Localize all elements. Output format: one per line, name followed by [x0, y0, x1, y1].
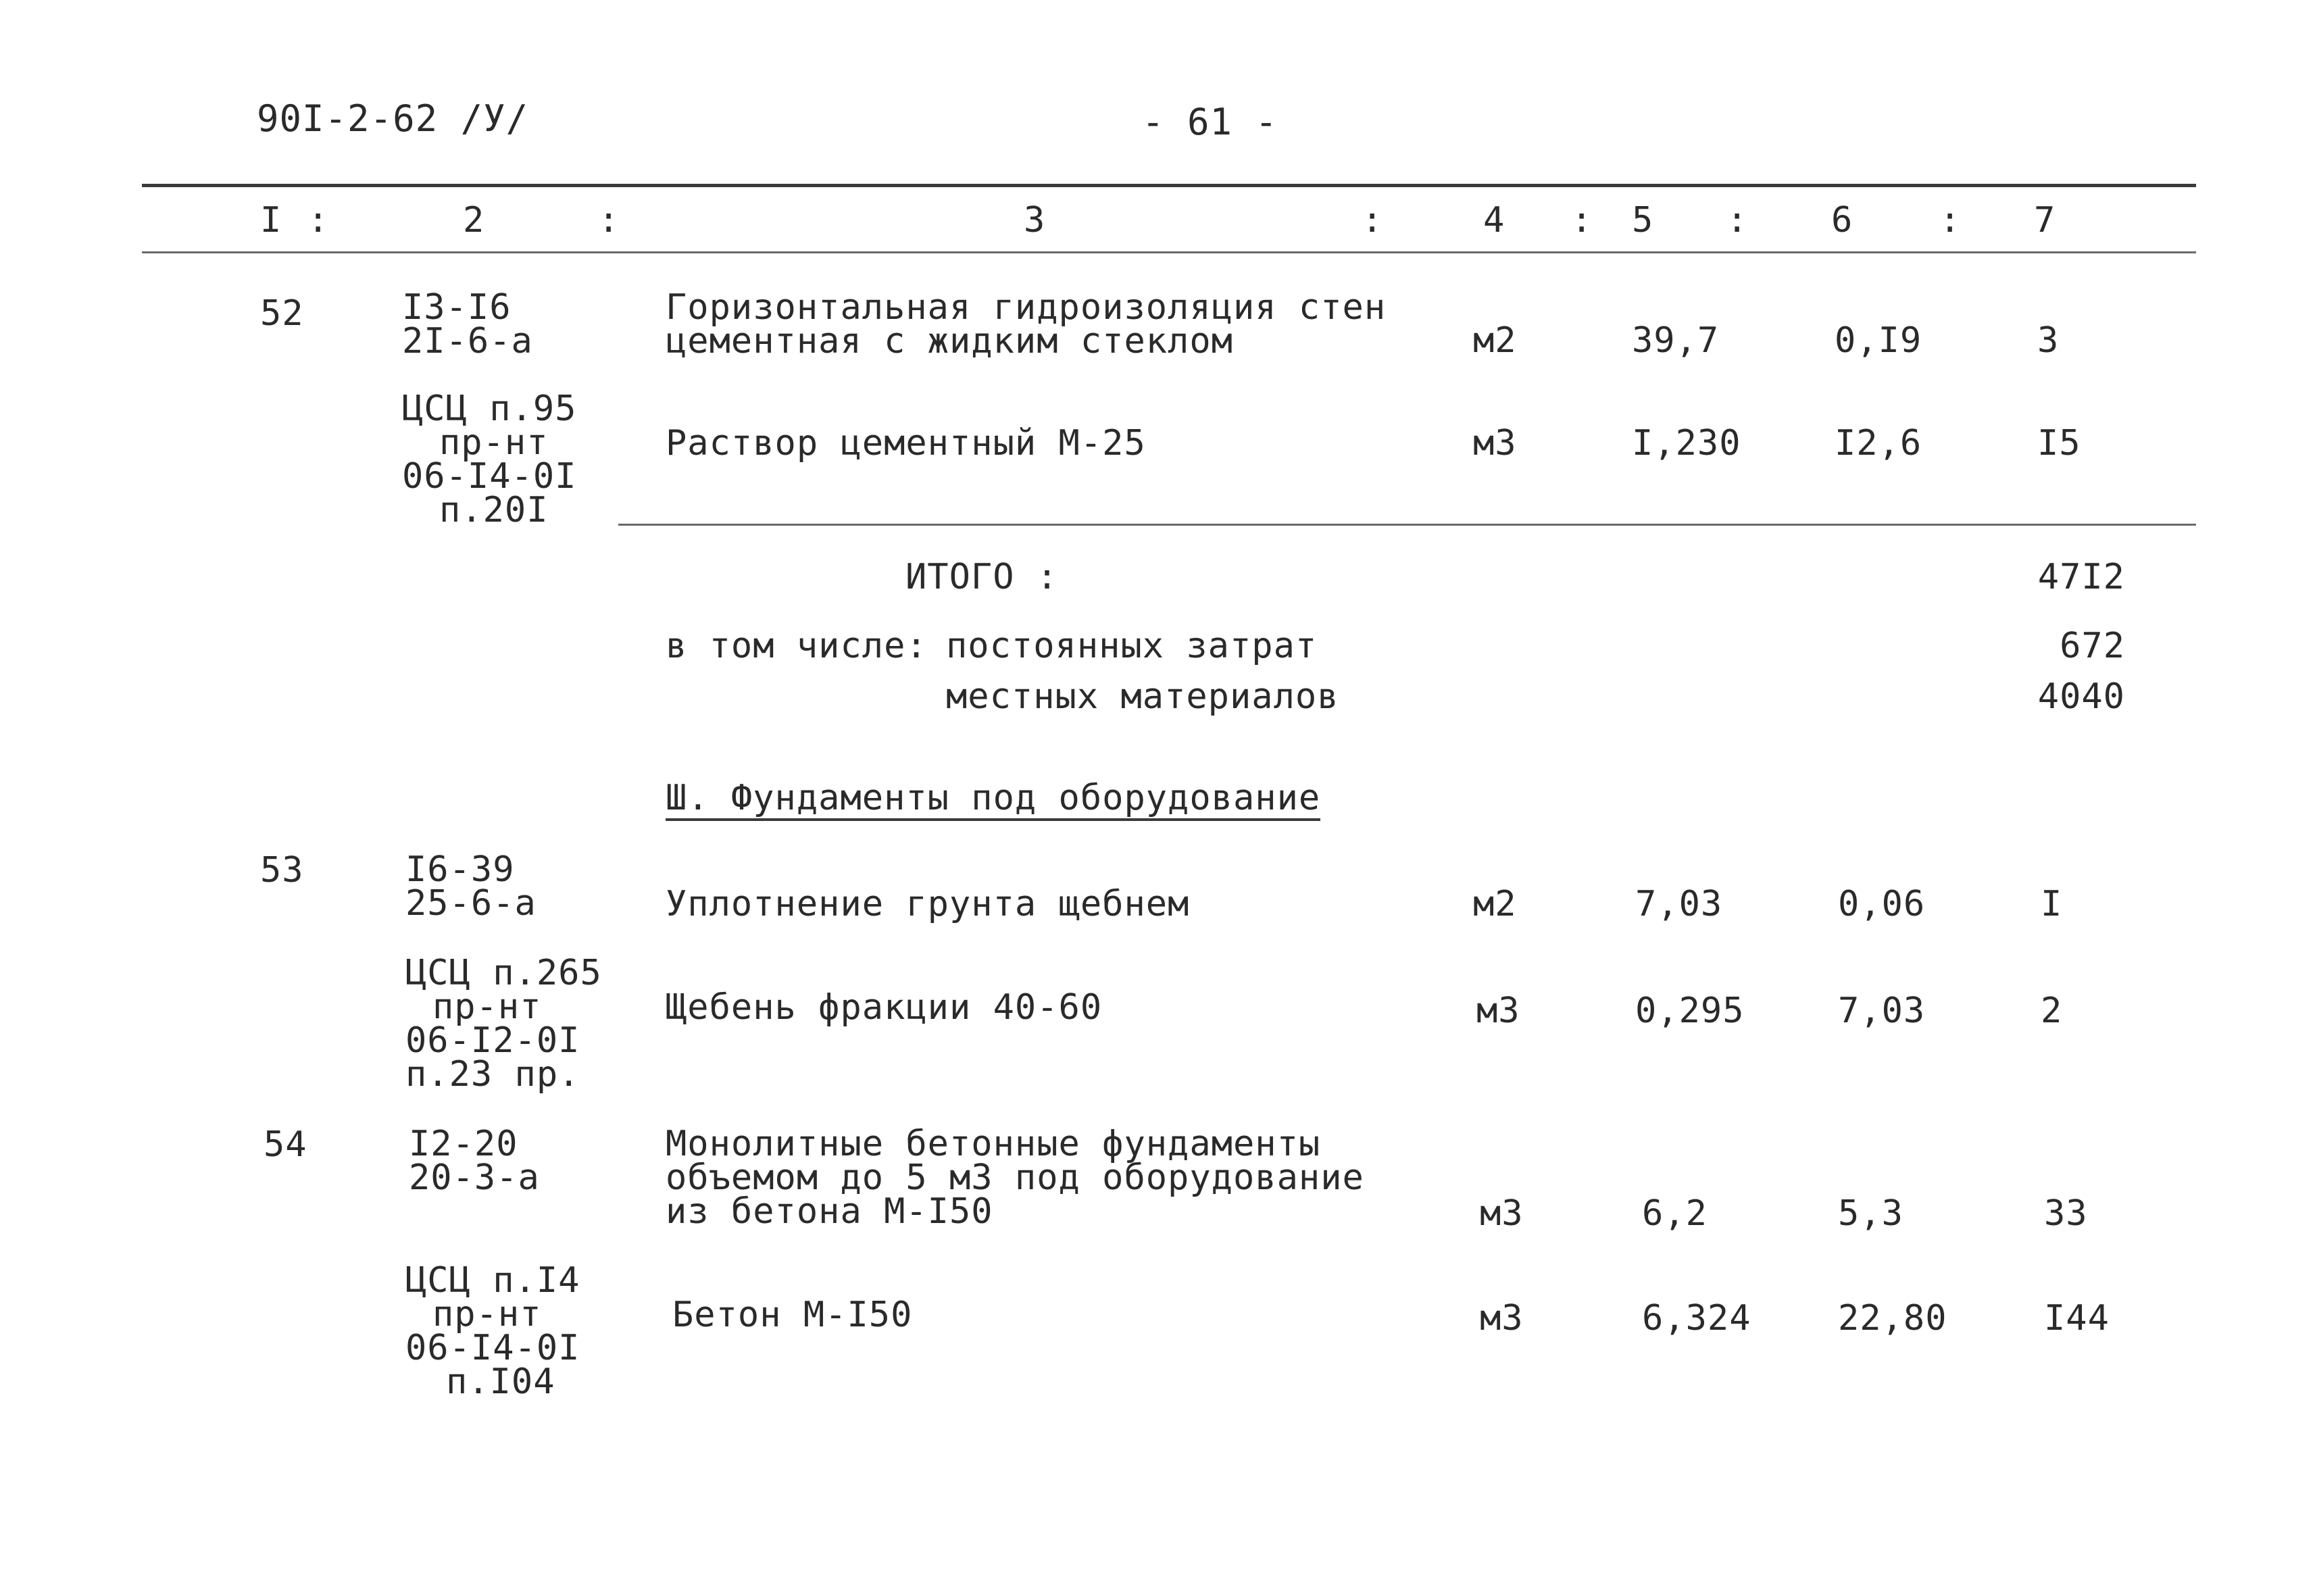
row-quantity: 39,7 — [1632, 320, 1720, 361]
column-header-7: 7 — [2034, 200, 2056, 241]
row-description: Раствор цементный М-25 — [666, 423, 1146, 464]
table-top-rule — [142, 184, 2196, 187]
row-quantity: I,230 — [1632, 423, 1741, 464]
row-description: Бетон М-I50 — [672, 1295, 913, 1335]
column-separator: : — [1726, 200, 1749, 241]
row-description: Щебень фракции 40-60 — [666, 987, 1103, 1028]
column-separator: : — [1362, 200, 1384, 241]
column-separator: : — [598, 200, 620, 241]
column-separator: : — [307, 200, 330, 241]
column-header-4: 4 — [1483, 200, 1505, 241]
row-quantity: 6,2 — [1642, 1193, 1708, 1234]
row-number: 54 — [264, 1124, 307, 1165]
row-total: 33 — [2044, 1193, 2088, 1234]
row-code: I3-I6 2I-6-а — [402, 287, 533, 361]
row-code: ЦСЦ п.265 пр-нт 06-I2-0I п.23 пр. — [405, 953, 602, 1095]
local-materials-label: местных материалов — [946, 676, 1339, 717]
row-number: 53 — [260, 850, 304, 891]
section-title: Ш. Фундаменты под оборудование — [666, 780, 1320, 821]
column-header-6: 6 — [1831, 200, 1853, 241]
row-quantity: 6,324 — [1642, 1298, 1751, 1339]
row-code: I6-39 25-6-а — [405, 849, 537, 924]
row-quantity: 0,295 — [1635, 991, 1745, 1031]
row-unit: м2 — [1473, 884, 1517, 924]
row-description: Горизонтальная гидроизоляция стен цементная с жидким стеклом — [666, 287, 1387, 361]
row-price: 0,I9 — [1835, 320, 1922, 361]
row-unit: м3 — [1473, 423, 1517, 464]
column-header-3: 3 — [1024, 200, 1046, 241]
page-number: - 61 - — [1142, 101, 1278, 143]
itogo-label: ИТОГО : — [905, 557, 1059, 597]
row-unit: м3 — [1480, 1298, 1524, 1339]
row-total: I44 — [2044, 1298, 2110, 1339]
row-code: ЦСЦ п.95 пр-нт 06-I4-0I п.20I — [402, 389, 577, 530]
row-total: 2 — [2041, 991, 2063, 1031]
itogo-value: 47I2 — [2037, 557, 2125, 597]
row-unit: м3 — [1476, 991, 1520, 1031]
row-total: I — [2041, 884, 2063, 924]
row-unit: м2 — [1473, 320, 1517, 361]
row-description: Монолитные бетонные фундаменты объемом до 5 м3 под оборудование из бетона М-I50 — [666, 1124, 1364, 1232]
table-header-rule — [142, 251, 2196, 253]
row-price: 0,06 — [1838, 884, 1926, 924]
row-unit: м3 — [1480, 1193, 1524, 1234]
row-price: I2,6 — [1835, 423, 1922, 464]
row-total: 3 — [2037, 320, 2060, 361]
row-price: 7,03 — [1838, 991, 1926, 1031]
document-code: 90I-2-62 /У/ — [257, 97, 529, 140]
fixed-costs-value: 672 — [2060, 626, 2125, 666]
row-total: I5 — [2037, 423, 2081, 464]
including-label: в том числе: — [666, 626, 928, 666]
column-header-2: 2 — [463, 200, 485, 241]
column-header-5: 5 — [1632, 200, 1654, 241]
column-separator: : — [1939, 200, 1962, 241]
row-price: 5,3 — [1838, 1193, 1903, 1234]
row-number: 52 — [260, 293, 304, 334]
local-materials-value: 4040 — [2037, 676, 2125, 717]
row-code: ЦСЦ п.I4 пр-нт 06-I4-0I п.I04 — [405, 1260, 580, 1402]
subtotal-rule — [618, 524, 2196, 526]
column-header-1: I — [260, 200, 282, 241]
row-price: 22,80 — [1838, 1298, 1947, 1339]
row-code: I2-20 20-3-а — [409, 1124, 540, 1198]
column-separator: : — [1571, 200, 1593, 241]
row-quantity: 7,03 — [1635, 884, 1723, 924]
row-description: Уплотнение грунта щебнем — [666, 884, 1190, 924]
fixed-costs-label: постоянных затрат — [946, 626, 1318, 666]
